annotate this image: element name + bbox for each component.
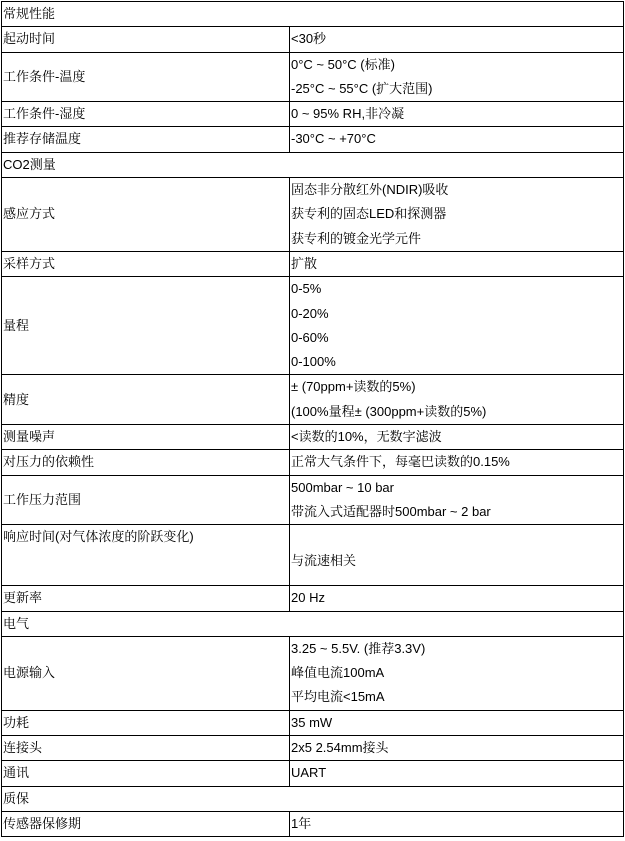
section-title: 质保 xyxy=(2,786,624,811)
spec-label: 功耗 xyxy=(2,710,290,735)
spec-value xyxy=(290,178,624,252)
spec-value-line: 获专利的固态LED和探测器 xyxy=(291,206,447,222)
spec-label: 连接头 xyxy=(2,736,290,761)
spec-row xyxy=(2,27,624,52)
spec-row xyxy=(2,425,624,450)
spec-value-line: 正常大气条件下，每毫巴读数的0.15% xyxy=(291,454,510,470)
spec-row xyxy=(2,811,624,836)
spec-value xyxy=(290,710,624,735)
spec-label: 电源输入 xyxy=(2,636,290,710)
spec-row xyxy=(2,127,624,152)
spec-label: 感应方式 xyxy=(2,178,290,252)
spec-row xyxy=(2,636,624,710)
spec-value-line: 固态非分散红外(NDIR)吸收 xyxy=(291,182,449,198)
section-title: CO2测量 xyxy=(2,152,624,177)
spec-value-line: 20 Hz xyxy=(291,590,325,606)
section-header-row xyxy=(2,152,624,177)
spec-value-line: 获专利的镀金光学元件 xyxy=(291,230,422,246)
spec-row xyxy=(2,586,624,611)
section-header-row xyxy=(2,611,624,636)
spec-value-line: (100%量程± (300ppm+读数的5%) xyxy=(291,403,487,419)
spec-value-line: 0-100% xyxy=(291,354,336,370)
spec-value-line: 0-20% xyxy=(291,305,329,321)
spec-label: 量程 xyxy=(2,277,290,375)
spec-label: 工作压力范围 xyxy=(2,475,290,525)
spec-value-line: -30°C ~ +70°C xyxy=(291,131,376,147)
spec-row xyxy=(2,251,624,276)
spec-value-line: UART xyxy=(291,765,327,781)
spec-value-line: 与流速相关 xyxy=(291,553,357,569)
spec-value-line: 500mbar ~ 10 bar xyxy=(291,479,394,495)
spec-row xyxy=(2,761,624,786)
spec-value-line: 2x5 2.54mm接头 xyxy=(291,740,389,756)
spec-value xyxy=(290,375,624,425)
section-header-row xyxy=(2,786,624,811)
spec-label: 传感器保修期 xyxy=(2,811,290,836)
spec-value-line: <30秒 xyxy=(291,31,327,47)
spec-label: 采样方式 xyxy=(2,251,290,276)
spec-value-line: 带流入式适配器时500mbar ~ 2 bar xyxy=(291,503,491,519)
spec-row xyxy=(2,475,624,525)
spec-value-line: 0-5% xyxy=(291,281,322,297)
spec-value xyxy=(290,736,624,761)
spec-value xyxy=(290,277,624,375)
spec-label: 推荐存储温度 xyxy=(2,127,290,152)
spec-value xyxy=(290,761,624,786)
section-header-row xyxy=(2,2,624,27)
spec-row xyxy=(2,375,624,425)
spec-row xyxy=(2,710,624,735)
spec-row xyxy=(2,450,624,475)
spec-value-line: 扩散 xyxy=(291,255,318,271)
spec-value xyxy=(290,251,624,276)
spec-value xyxy=(290,450,624,475)
spec-label: 起动时间 xyxy=(2,27,290,52)
section-title: 电气 xyxy=(2,611,624,636)
spec-value xyxy=(290,811,624,836)
spec-row xyxy=(2,102,624,127)
spec-value xyxy=(290,27,624,52)
spec-label: 工作条件-温度 xyxy=(2,52,290,102)
spec-value-line: <读数的10%，无数字滤波 xyxy=(291,429,442,445)
spec-value xyxy=(290,525,624,586)
spec-label: 更新率 xyxy=(2,586,290,611)
spec-table-body xyxy=(2,2,624,837)
spec-row xyxy=(2,277,624,375)
spec-row xyxy=(2,736,624,761)
spec-label: 通讯 xyxy=(2,761,290,786)
spec-value xyxy=(290,102,624,127)
section-title: 常规性能 xyxy=(2,2,624,27)
spec-value-line: 0 ~ 95% RH,非冷凝 xyxy=(291,106,405,122)
spec-label: 对压力的依赖性 xyxy=(2,450,290,475)
spec-label: 工作条件-湿度 xyxy=(2,102,290,127)
spec-value xyxy=(290,636,624,710)
spec-value-line: 1年 xyxy=(291,815,312,831)
spec-value xyxy=(290,475,624,525)
spec-value-line: 峰值电流100mA xyxy=(291,665,385,681)
spec-value xyxy=(290,127,624,152)
spec-value-line: -25°C ~ 55°C (扩大范围) xyxy=(291,80,433,96)
spec-value-line: 0°C ~ 50°C (标准) xyxy=(291,56,395,72)
spec-label: 测量噪声 xyxy=(2,425,290,450)
spec-row xyxy=(2,178,624,252)
spec-value xyxy=(290,586,624,611)
spec-value xyxy=(290,425,624,450)
spec-value-line: 3.25 ~ 5.5V. (推荐3.3V) xyxy=(291,640,426,656)
spec-value xyxy=(290,52,624,102)
spec-row xyxy=(2,52,624,102)
spec-value-line: 平均电流<15mA xyxy=(291,689,385,705)
spec-value-line: 0-60% xyxy=(291,329,329,345)
spec-value-line: ± (70ppm+读数的5%) xyxy=(291,379,416,395)
spec-label: 精度 xyxy=(2,375,290,425)
spec-label: 响应时间(对气体浓度的阶跃变化) xyxy=(2,525,290,586)
spec-table xyxy=(1,1,624,837)
spec-value-line: 35 mW xyxy=(291,714,333,730)
spec-row xyxy=(2,525,624,586)
